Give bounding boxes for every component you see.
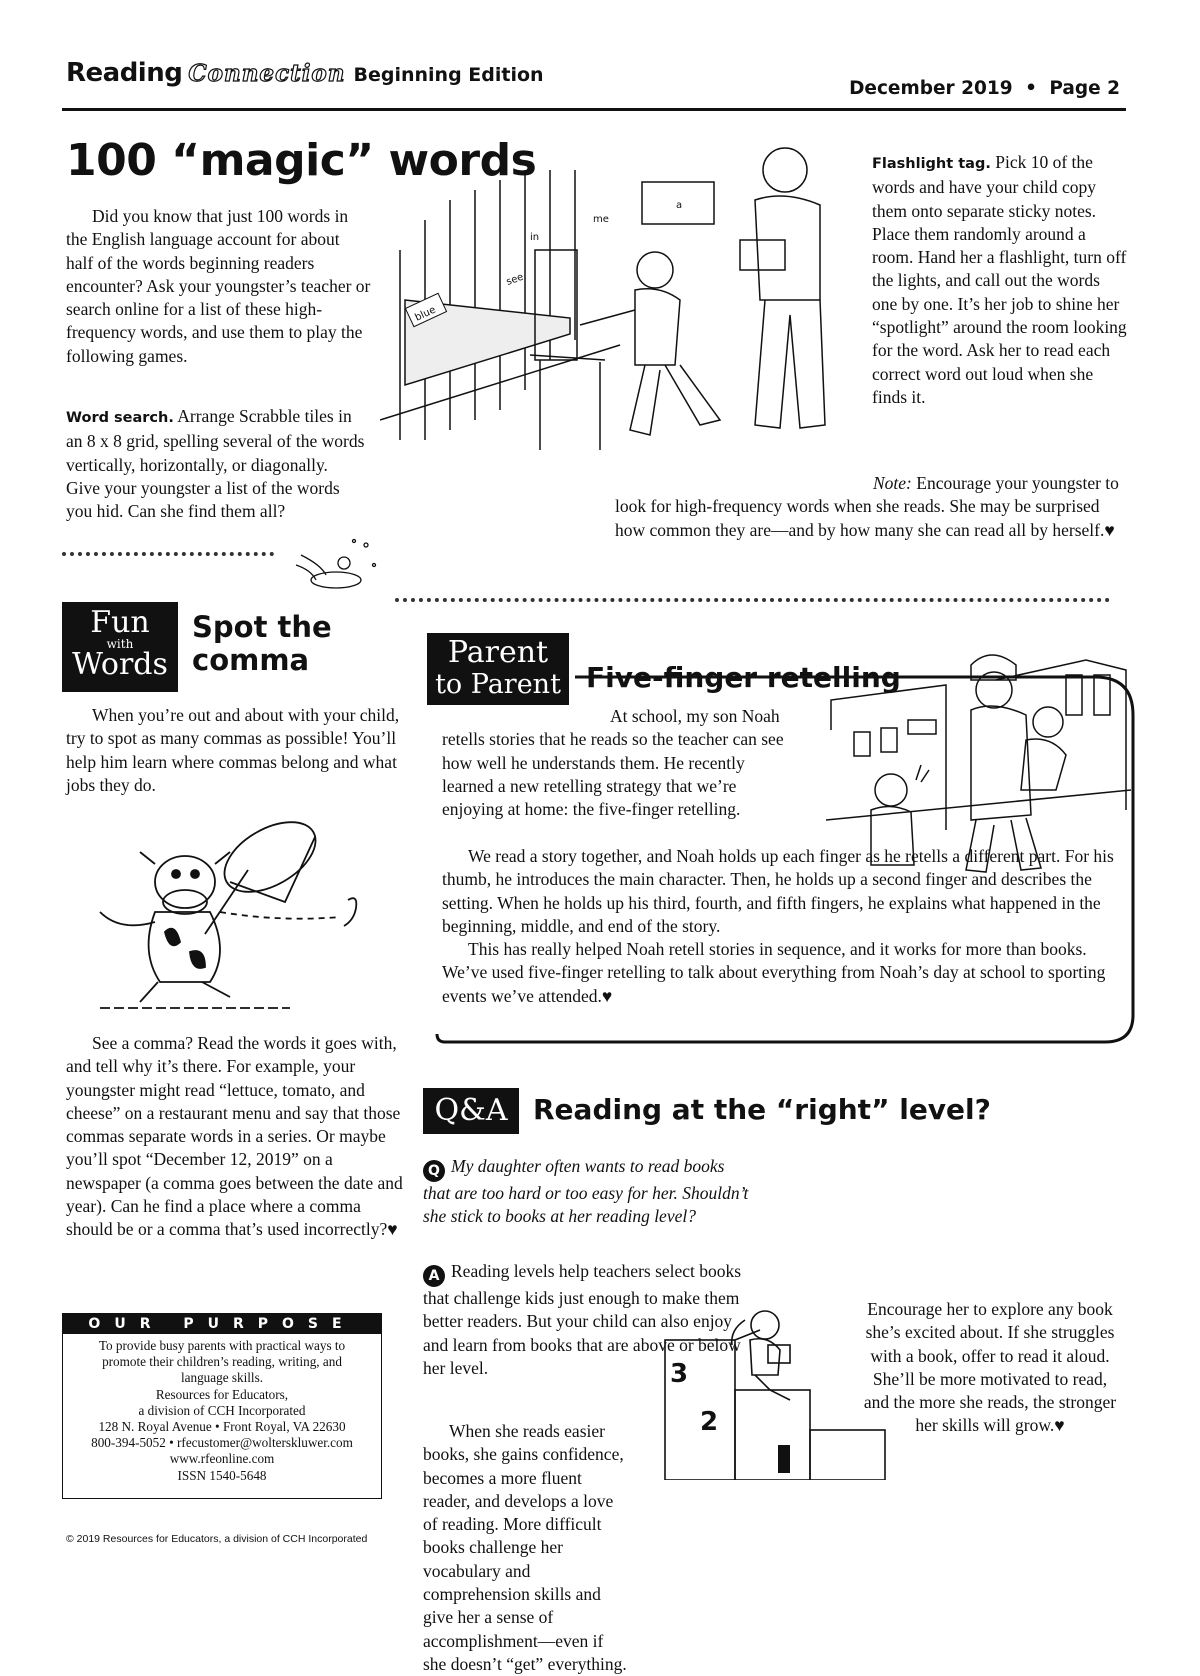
intro-paragraph: Did you know that just 100 words in the English language account for about half of the words beginning readers encounter? Ask your youngster’s teacher or search online for a list of these high-frequency words, and use them to play the following games. <box>66 206 371 366</box>
qa-answer-para2-block <box>423 1420 628 1676</box>
podium-step-2: 2 <box>700 1407 719 1437</box>
podium-step-3: 3 <box>670 1359 689 1389</box>
purpose-contact: 800-394-5052 • rfecustomer@wolterskluwer.com <box>91 1435 353 1451</box>
flashlight-tag-block <box>872 151 1128 409</box>
badge-with: with <box>106 637 134 651</box>
sledding-illustration <box>286 535 381 605</box>
qa-answer-para3: Encourage her to explore any book she’s excited about. If she struggles with a book, offer to read it aloud. She’ll be more motivated to read, and the more she reads, the stronger her skills will grow.♥ <box>863 1299 1117 1436</box>
copyright-footer: © 2019 Resources for Educators, a division of CCH Incorporated <box>66 1533 368 1545</box>
five-finger-para2-block <box>442 845 1122 1008</box>
five-finger-para1: At school, my son Noah retells stories that he reads so the teacher can see how well he understands them. He recently learned a new retelling strategy that we’re enjoying at home: the five-finger retelling. <box>442 706 784 820</box>
illustration-word-blue: blue <box>413 304 438 324</box>
word-search-text: Arrange Scrabble tiles in an 8 x 8 grid, spelling several of the words vertically, horizontally, or diagonally. Give your youngster a list of the words you hid. Can she find them all? <box>66 406 365 522</box>
qa-answer-para2: When she reads easier books, she gains confidence, becomes a more fluent reader, and develops a love of reading. More difficult books challenge her vocabulary and comprehension skills and give her a sense of accomplishment—even if she doesn’t “get” everything. <box>423 1421 627 1674</box>
podium-step-1 <box>778 1445 790 1473</box>
question-icon: Q <box>423 1160 445 1182</box>
spot-comma-intro <box>66 704 406 797</box>
purpose-website: www.rfeonline.com <box>169 1451 275 1467</box>
qa-question-block <box>423 1155 753 1229</box>
issue-separator: • <box>1025 78 1037 99</box>
five-finger-title: Five-finger retelling <box>586 661 901 694</box>
girl-reading-on-podium-illustration <box>660 1290 890 1480</box>
spot-comma-body <box>66 1032 406 1242</box>
flashlight-tag-text: Pick 10 of the words and have your child copy them onto separate sticky notes. Place them randomly around a room. Hand her a flashlight, turn off the lights, and call out the words one by one. It’s her job to shine her “spotlight” around the room looking for the word. Ask her to read each correct word out loud when she finds it. <box>872 152 1127 407</box>
page-number: Page 2 <box>1049 78 1120 99</box>
magic-words-title: 100 “magic” words <box>66 135 537 186</box>
spot-the-comma-title: Spot the comma <box>192 610 332 677</box>
section-divider-right <box>395 598 1110 602</box>
badge-words: Words <box>72 647 168 682</box>
issue-date: December 2019 <box>849 78 1013 99</box>
flashlight-tag-heading: Flashlight tag. <box>872 156 991 172</box>
qa-badge: Q&A <box>423 1088 519 1134</box>
spot-comma-para1: When you’re out and about with your child, try to spot as many commas as possible! You’ll help him learn where commas belong and what jobs they do. <box>66 705 400 795</box>
illustration-word-a: a <box>676 200 683 211</box>
word-search-heading: Word search. <box>66 410 174 426</box>
masthead <box>66 58 544 88</box>
qa-question: My daughter often wants to read books that are too hard or too easy for her. Shouldn’t she stick to books at her reading level? <box>423 1156 749 1227</box>
illustration-word-me: me <box>593 214 609 225</box>
qa-answer-para3-block <box>860 1298 1120 1438</box>
flashlight-tag-illustration <box>380 140 870 465</box>
masthead-reading: Reading <box>66 58 183 88</box>
header-rule <box>62 108 1126 111</box>
purpose-issn: ISSN 1540-5648 <box>177 1467 267 1483</box>
cow-butterfly-net-illustration <box>80 812 390 1012</box>
purpose-address: 128 N. Royal Avenue • Front Royal, VA 22630 <box>98 1419 346 1435</box>
masthead-connection: Connection <box>188 60 346 87</box>
five-finger-para3: This has really helped Noah retell stories in sequence, and it works for more than books. We’ve used five-finger retelling to talk about everything from Noah’s day at school to sporting events we’ve attended.♥ <box>442 939 1106 1006</box>
issue-info <box>849 78 1120 99</box>
illustration-word-in: in <box>530 232 540 243</box>
note-text: Encourage your youngster to look for high-frequency words when she reads. She may be surprised how common they are—and by how many she can read all by herself.♥ <box>615 473 1119 540</box>
badge-to-parent: to Parent <box>435 669 561 700</box>
badge-parent: Parent <box>447 635 549 670</box>
qa-title: Reading at the “right” level? <box>533 1093 991 1126</box>
spot-comma-para2: See a comma? Read the words it goes with, and tell why it’s there. For example, your youngster might read “lettuce, tomato, and cheese” on a restaurant menu and say that those commas separate words in a series. Or maybe you’ll spot “December 12, 2019” on a newspaper (a comma goes between the date and year). Can he find a place where a comma should be or a comma that’s used incorrectly?♥ <box>66 1033 403 1240</box>
parent-to-parent-badge <box>427 633 569 705</box>
parent-child-walking-illustration <box>826 640 1131 880</box>
five-finger-para2: We read a story together, and Noah holds up each finger as he retells a different part. For his thumb, he introduces the main character. Then, he holds up a second finger and describes the setting. When he holds up his third, fourth, and fifth fingers, he explains what happened in the beginning, middle, and end of the story. <box>442 846 1114 936</box>
fun-with-words-badge <box>62 602 178 692</box>
our-purpose-heading: OUR PURPOSE <box>63 1314 381 1334</box>
word-search-block <box>66 405 366 523</box>
section-divider-left <box>62 552 274 556</box>
magic-words-intro <box>66 205 371 368</box>
purpose-mission: To provide busy parents with practical ways to promote their children’s reading, writing, and language skills. <box>98 1338 346 1386</box>
qa-answer-para1: Reading levels help teachers select books that challenge kids just enough to make them better readers. But your child can also enjoy and learn from books that are above or below her level. <box>423 1261 742 1378</box>
purpose-publisher: Resources for Educators, <box>155 1386 289 1402</box>
illustration-word-see: see <box>504 271 526 288</box>
five-finger-para1-block <box>442 705 798 821</box>
answer-icon: A <box>423 1265 445 1287</box>
purpose-division: a division of CCH Incorporated <box>138 1402 306 1418</box>
note-block <box>615 472 1125 542</box>
badge-fun: Fun <box>90 605 150 640</box>
note-label: Note: <box>873 473 912 493</box>
our-purpose-box <box>62 1313 382 1499</box>
masthead-edition: Beginning Edition <box>353 64 544 86</box>
